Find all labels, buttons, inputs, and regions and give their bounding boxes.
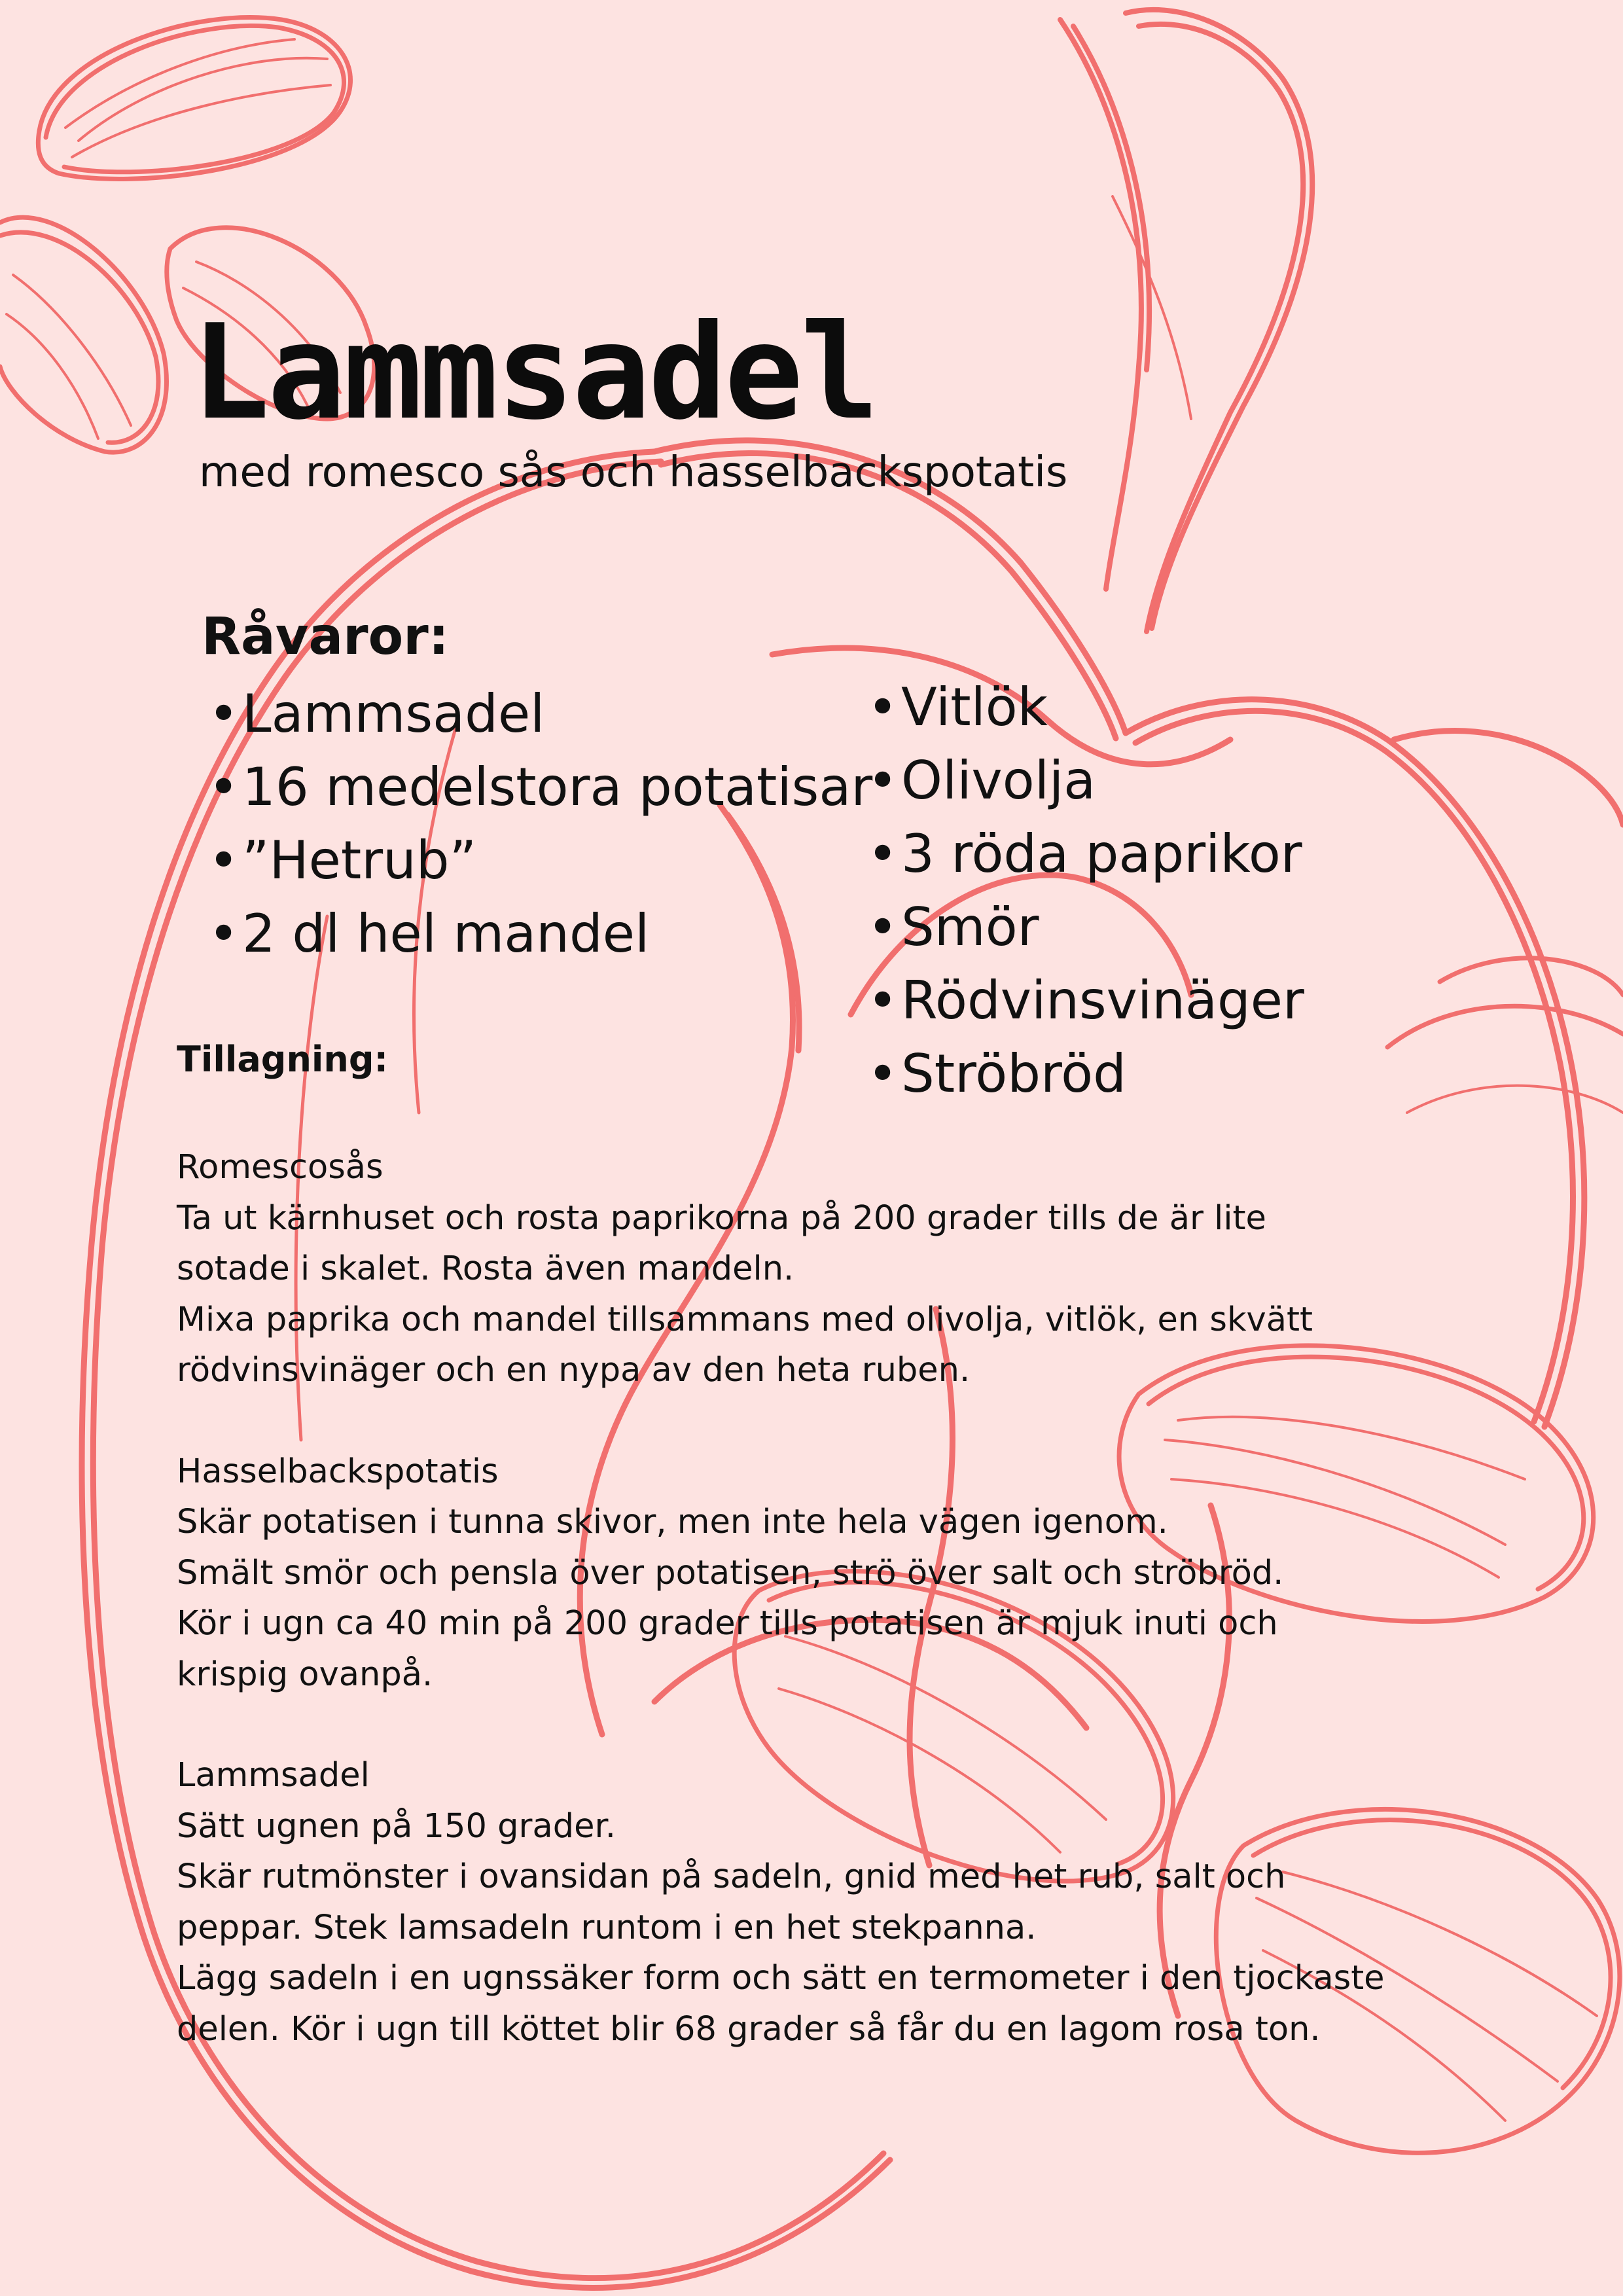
section-title: Romescosås bbox=[177, 1148, 383, 1187]
instruction-line: Mixa paprika och mandel tillsammans med olivolja, vitlök, en skvätt bbox=[177, 1300, 1313, 1339]
ingredients-list-right bbox=[867, 671, 1304, 1111]
instruction-line: krispig ovanpå. bbox=[177, 1655, 433, 1694]
instruction-line: sotade i skalet. Rosta även mandeln. bbox=[177, 1249, 794, 1288]
instruction-line: Sätt ugnen på 150 grader. bbox=[177, 1806, 616, 1846]
section-lammsadel bbox=[177, 1750, 1486, 2054]
bullet-icon: • bbox=[208, 683, 240, 744]
section-title: Hasselbackspotatis bbox=[177, 1452, 499, 1491]
ingredient-item: •2 dl hel mandel bbox=[208, 897, 872, 971]
section-title: Lammsadel bbox=[177, 1756, 370, 1795]
preparation-heading: Tillagning: bbox=[177, 1039, 389, 1080]
ingredient-item: •”Hetrub” bbox=[208, 824, 872, 897]
bullet-icon: • bbox=[867, 677, 899, 738]
ingredient-item: •Olivolja bbox=[867, 744, 1304, 817]
recipe-subtitle: med romesco sås och hasselbackspotatis bbox=[199, 448, 1068, 497]
almond-sketch-left bbox=[0, 217, 166, 452]
almond-sketch-right-edge bbox=[1387, 958, 1623, 1113]
ingredient-item: •Ströbröd bbox=[867, 1037, 1304, 1111]
section-romesco bbox=[177, 1142, 1486, 1396]
pepper-stem-sketch bbox=[1060, 10, 1312, 632]
instruction-line: delen. Kör i ugn till köttet blir 68 grader så får du en lagom rosa ton. bbox=[177, 2009, 1321, 2049]
ingredient-item: •16 medelstora potatisar bbox=[208, 751, 872, 824]
instruction-line: Lägg sadeln i en ugnssäker form och sätt en termometer i den tjockaste bbox=[177, 1959, 1385, 1998]
bullet-icon: • bbox=[208, 903, 240, 964]
ingredient-item: •3 röda paprikor bbox=[867, 817, 1304, 891]
preparation-instructions bbox=[177, 1142, 1486, 2105]
bullet-icon: • bbox=[867, 970, 899, 1031]
instruction-line: rödvinsvinäger och en nypa av den heta ruben. bbox=[177, 1351, 971, 1390]
recipe-title: Lammsadel bbox=[191, 296, 877, 449]
bullet-icon: • bbox=[208, 830, 240, 891]
instruction-line: Skär rutmönster i ovansidan på sadeln, gnid med het rub, salt och bbox=[177, 1857, 1286, 1896]
ingredient-item: •Rödvinsvinäger bbox=[867, 964, 1304, 1037]
section-hasselback bbox=[177, 1446, 1486, 1700]
bullet-icon: • bbox=[867, 823, 899, 884]
instruction-line: Skär potatisen i tunna skivor, men inte hela vägen igenom. bbox=[177, 1503, 1168, 1541]
ingredient-item: •Lammsadel bbox=[208, 677, 872, 751]
bullet-icon: • bbox=[208, 757, 240, 817]
bullet-icon: • bbox=[867, 897, 899, 958]
instruction-line: peppar. Stek lamsadeln runtom i en het stekpanna. bbox=[177, 1908, 1037, 1947]
almond-sketch-top-left bbox=[38, 18, 350, 179]
ingredients-heading: Råvaror: bbox=[202, 607, 449, 666]
ingredient-item: •Smör bbox=[867, 891, 1304, 964]
instruction-line: Smält smör och pensla över potatisen, strö över salt och ströbröd. bbox=[177, 1553, 1284, 1592]
instruction-line: Ta ut kärnhuset och rosta paprikorna på 200 grader tills de är lite bbox=[177, 1198, 1266, 1238]
ingredients-list-left bbox=[208, 677, 872, 971]
ingredient-item: •Vitlök bbox=[867, 671, 1304, 744]
bullet-icon: • bbox=[867, 1043, 899, 1104]
bullet-icon: • bbox=[867, 750, 899, 811]
instruction-line: Kör i ugn ca 40 min på 200 grader tills potatisen är mjuk inuti och bbox=[177, 1604, 1278, 1643]
